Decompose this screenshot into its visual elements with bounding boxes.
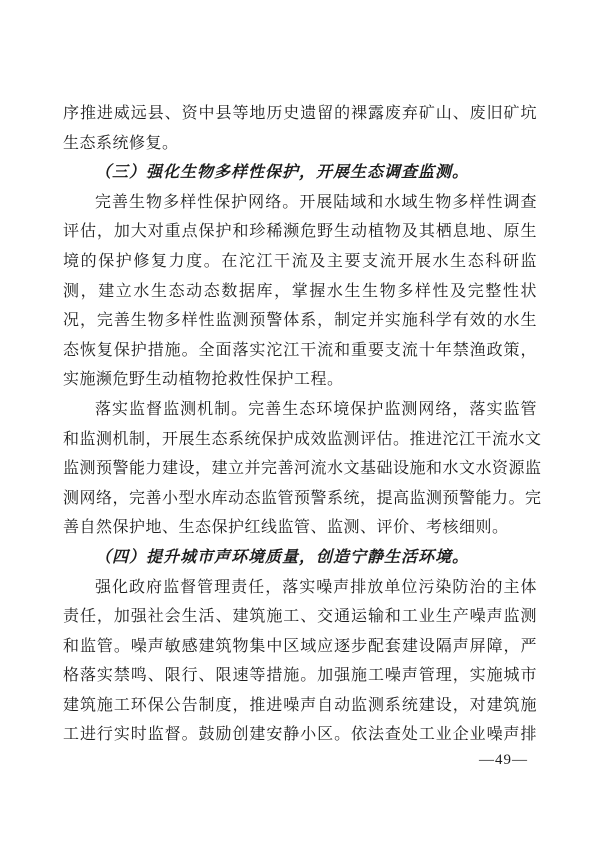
text-line: 序推进威远县、资中县等地历史遗留的裸露废弃矿山、废旧矿坑 [63,105,537,122]
text-line: 评估，加大对重点保护和珍稀濒危野生动植物及其栖息地、原生 [63,223,537,241]
text-line: 监测预警能力建设，建立并完善河流水文基础设施和水文水资源监 [63,460,542,478]
text-line: 生态系统修复。 [63,134,179,152]
text-line: 态恢复保护措施。全面落实沱江干流和重要支流十年禁渔政策， [63,341,537,359]
text-line: 测网络，完善小型水库动态监管预警系统，提高监测预警能力。完 [63,489,542,507]
section-heading [63,158,537,188]
text-line: 和监测机制，开展生态系统保护成效监测评估。推进沱江干流水文 [63,430,542,448]
text-line: 责任，加强社会生活、建筑施工、交通运输和工业生产噪声监测 [63,608,537,626]
text-line: 善自然保护地、生态保护红线监管、监测、评价、考核细则。 [63,519,509,537]
text-line: 实施濒危野生动植物抢救性保护工程。 [63,371,344,389]
text-line: 格落实禁鸣、限行、限速等措施。加强施工噪声管理，实施城市 [63,667,537,685]
text-line: 境的保护修复力度。在沱江干流及主要支流开展水生态科研监 [63,252,537,270]
text-line: 况，完善生物多样性监测预警体系，制定并实施科学有效的水生 [63,312,537,330]
document-content [63,99,542,750]
text-line: 测，建立水生态动态数据库，掌握水生生物多样性及完整性状 [63,282,537,300]
body-paragraph [63,573,537,751]
body-paragraph [63,99,537,158]
text-line: （三）强化生物多样性保护，开展生态调查监测。 [95,164,470,182]
page-number: —49— [479,752,528,768]
section-heading [63,543,537,573]
body-paragraph [63,395,542,543]
text-line: 落实监督监测机制。完善生态环境保护监测网络，落实监管 [95,400,537,418]
body-paragraph [63,188,537,395]
text-line: （四）提升城市声环境质量，创造宁静生活环境。 [95,548,470,566]
text-line: 完善生物多样性保护网络。开展陆域和水域生物多样性调查 [95,193,537,211]
text-line: 和监管。噪声敏感建筑物集中区域应逐步配套建设隔声屏障，严 [63,637,537,655]
text-line: 强化政府监督管理责任，落实噪声排放单位污染防治的主体 [95,578,537,596]
text-line: 工进行实时监督。鼓励创建安静小区。依法查处工业企业噪声排 [63,726,537,744]
text-line: 建筑施工环保公告制度，推进噪声自动监测系统建设，对建筑施 [63,696,537,714]
